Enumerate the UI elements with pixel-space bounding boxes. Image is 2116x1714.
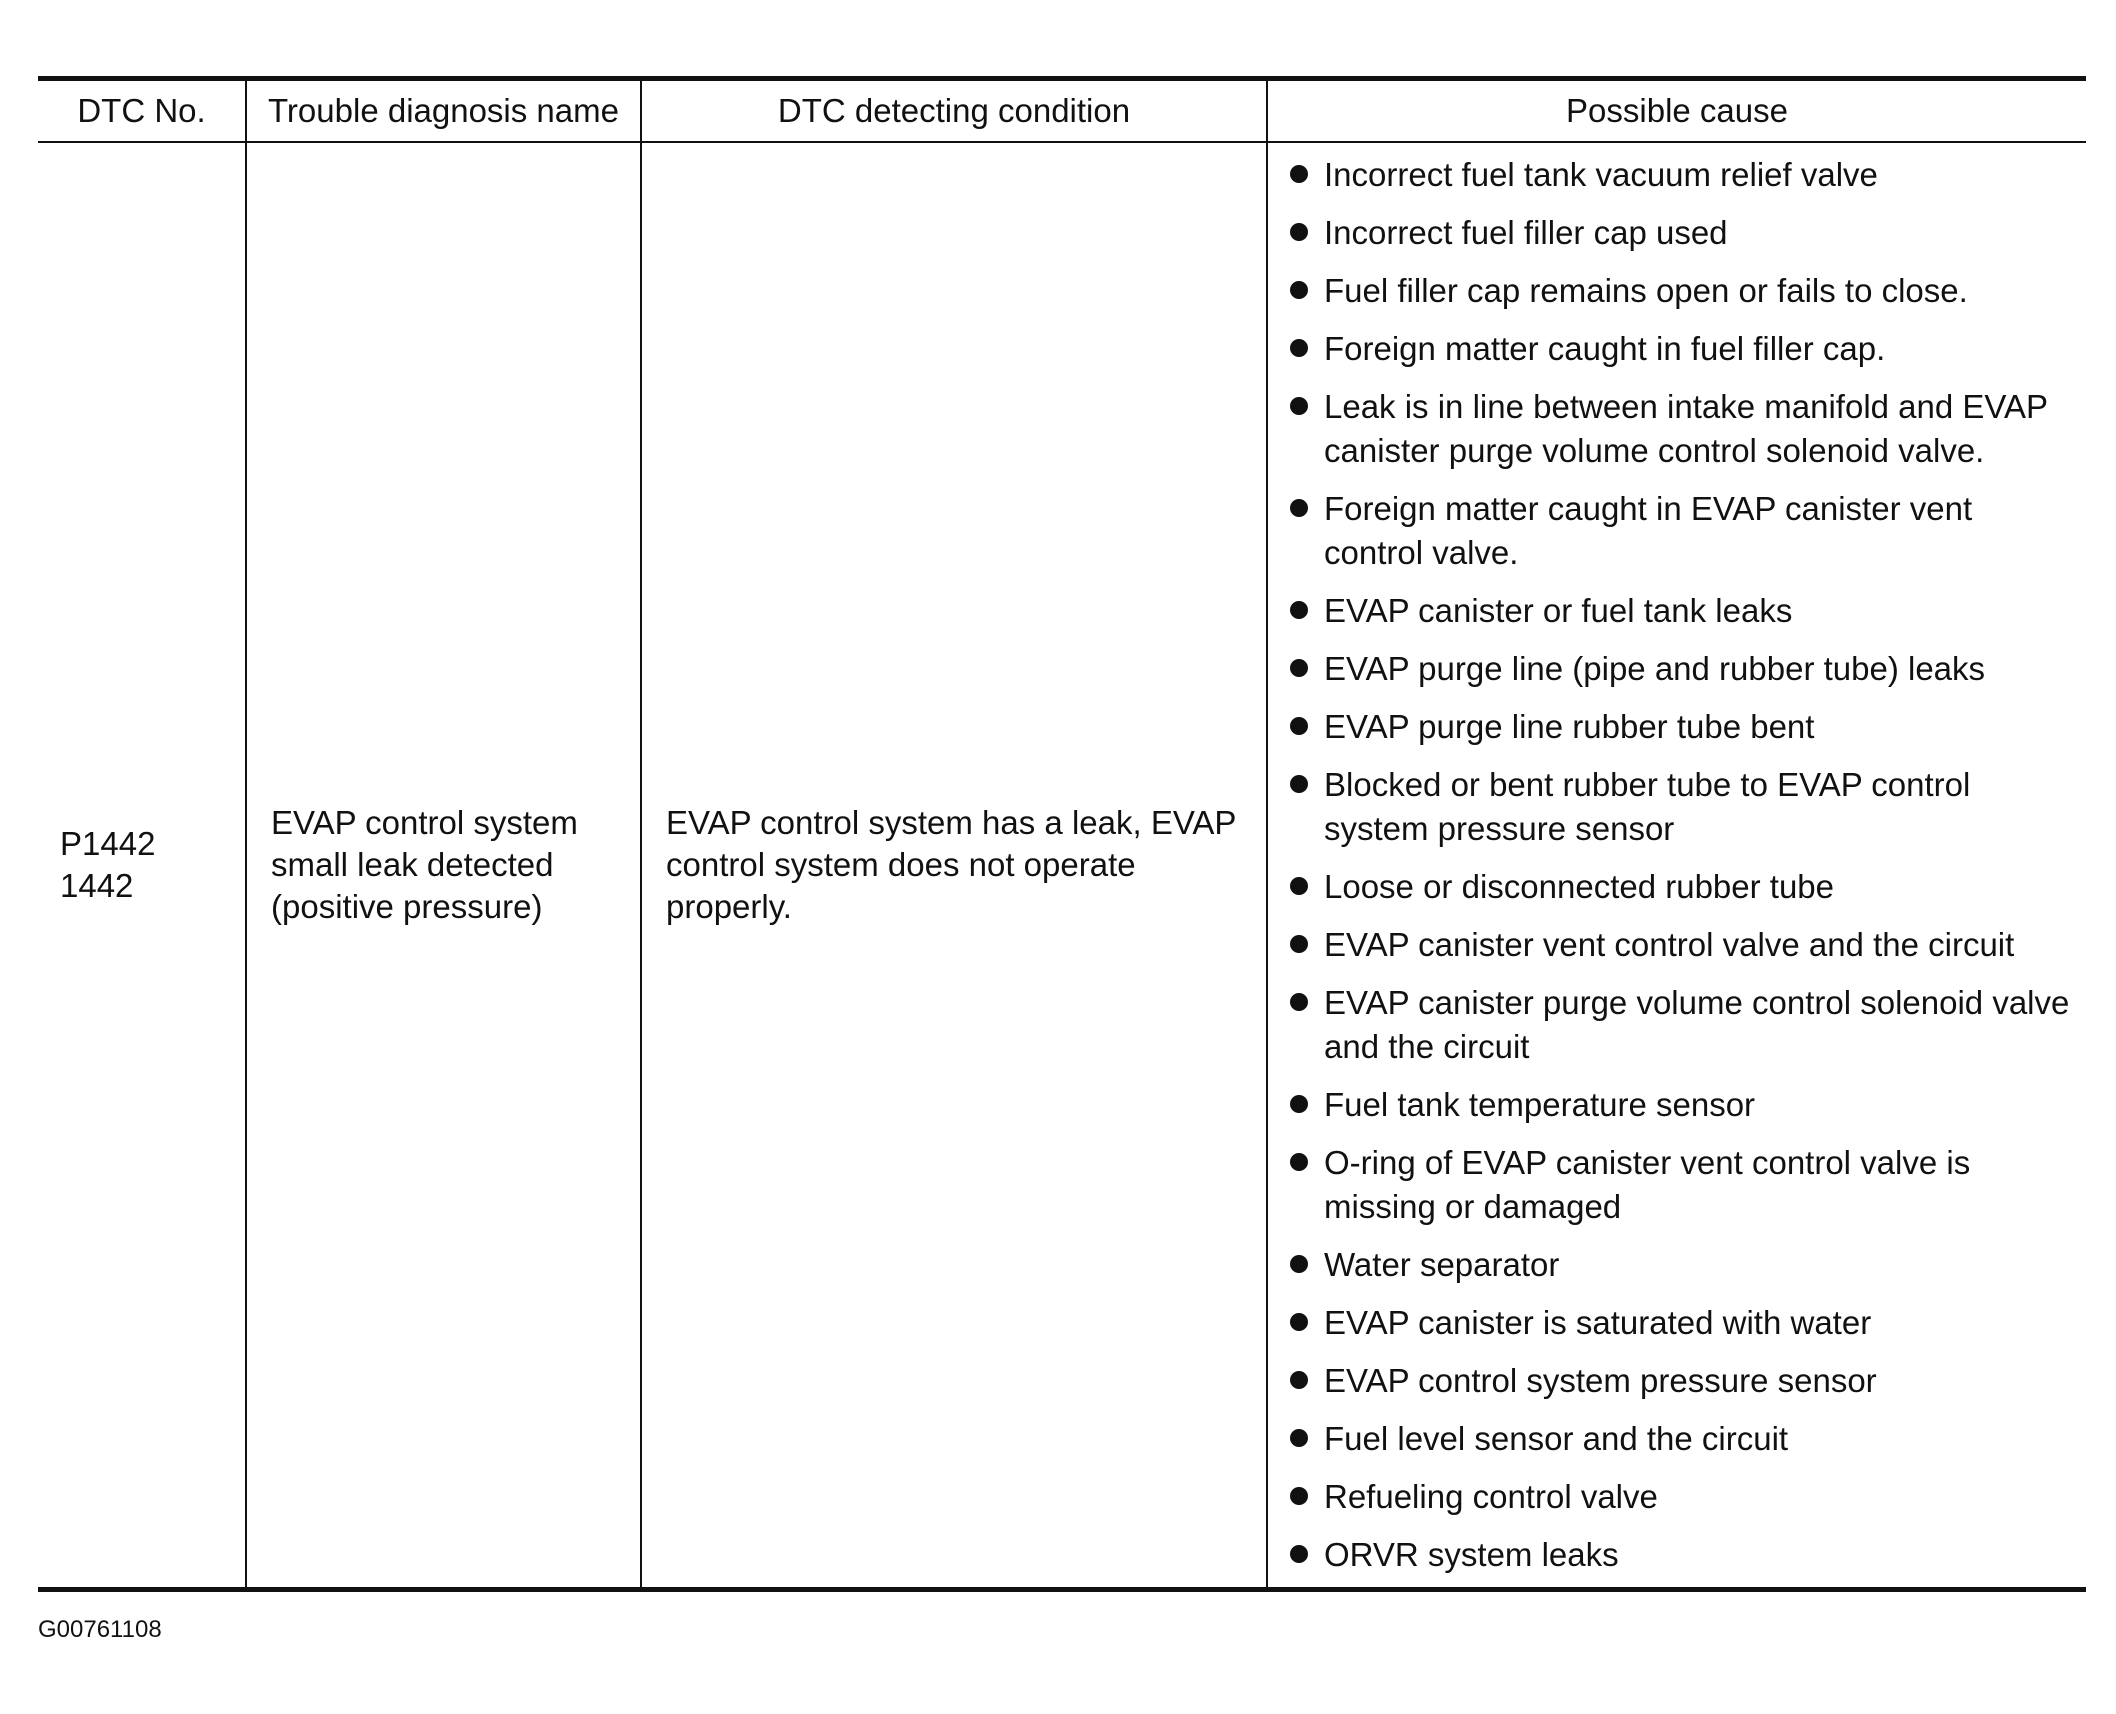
list-item — [1288, 153, 2072, 197]
bullet-icon — [1290, 993, 1308, 1011]
bullet-icon — [1290, 339, 1308, 357]
list-item — [1288, 385, 2072, 473]
bullet-icon — [1290, 775, 1308, 793]
bullet-icon — [1290, 1313, 1308, 1331]
header-dtc-no: DTC No. — [38, 79, 246, 143]
cause-text: Fuel filler cap remains open or fails to close. — [1324, 272, 1968, 309]
list-item — [1288, 1533, 2072, 1577]
cause-text: Foreign matter caught in fuel filler cap. — [1324, 330, 1886, 367]
list-item — [1288, 211, 2072, 255]
list-item — [1288, 1417, 2072, 1461]
bullet-icon — [1290, 223, 1308, 241]
list-item — [1288, 923, 2072, 967]
bullet-icon — [1290, 1371, 1308, 1389]
dtc-table — [38, 76, 2086, 1592]
list-item — [1288, 1083, 2072, 1127]
cause-text: EVAP canister vent control valve and the circuit — [1324, 926, 2015, 963]
list-item — [1288, 1243, 2072, 1287]
bullet-icon — [1290, 935, 1308, 953]
table-row — [38, 142, 2086, 1590]
table-header — [38, 79, 2086, 143]
list-item — [1288, 589, 2072, 633]
bullet-icon — [1290, 397, 1308, 415]
bullet-icon — [1290, 499, 1308, 517]
list-item — [1288, 269, 2072, 313]
cause-text: Water separator — [1324, 1246, 1560, 1283]
cause-text: Incorrect fuel tank vacuum relief valve — [1324, 156, 1878, 193]
cause-text: Loose or disconnected rubber tube — [1324, 868, 1835, 905]
cause-text: EVAP canister is saturated with water — [1324, 1304, 1872, 1341]
list-item — [1288, 763, 2072, 851]
cause-text: Fuel tank temperature sensor — [1324, 1086, 1756, 1123]
possible-cause-cell — [1267, 142, 2086, 1590]
list-item — [1288, 1359, 2072, 1403]
bullet-icon — [1290, 877, 1308, 895]
cause-text: Blocked or bent rubber tube to EVAP control system pressure sensor — [1324, 766, 1971, 847]
cause-text: Refueling control valve — [1324, 1478, 1658, 1515]
cause-text: EVAP purge line rubber tube bent — [1324, 708, 1815, 745]
list-item — [1288, 327, 2072, 371]
table-body — [38, 142, 2086, 1590]
detecting-condition-text: EVAP control system has a leak, EVAP control system does not operate properly. — [666, 804, 1236, 925]
cause-text: EVAP canister purge volume control solenoid valve and the circuit — [1324, 984, 2070, 1065]
bullet-icon — [1290, 165, 1308, 183]
bullet-icon — [1290, 659, 1308, 677]
cause-text: EVAP canister or fuel tank leaks — [1324, 592, 1793, 629]
cause-text: Incorrect fuel filler cap used — [1324, 214, 1728, 251]
dtc-code-secondary: 1442 — [60, 867, 134, 904]
bullet-icon — [1290, 281, 1308, 299]
header-possible-cause: Possible cause — [1267, 79, 2086, 143]
dtc-code-primary: P1442 — [60, 825, 156, 862]
diagnosis-name-text: EVAP control system small leak detected (positive pressure) — [271, 804, 578, 925]
header-row — [38, 79, 2086, 143]
header-dtc-detecting-condition: DTC detecting condition — [641, 79, 1267, 143]
figure-code: G00761108 — [38, 1616, 162, 1643]
list-item — [1288, 487, 2072, 575]
bullet-icon — [1290, 1095, 1308, 1113]
diagnosis-name-cell — [246, 142, 641, 1590]
possible-cause-list — [1288, 153, 2072, 1577]
list-item — [1288, 1475, 2072, 1519]
bullet-icon — [1290, 601, 1308, 619]
bullet-icon — [1290, 1255, 1308, 1273]
cause-text: Fuel level sensor and the circuit — [1324, 1420, 1789, 1457]
bullet-icon — [1290, 1429, 1308, 1447]
list-item — [1288, 705, 2072, 749]
list-item — [1288, 1141, 2072, 1229]
list-item — [1288, 647, 2072, 691]
cause-text: ORVR system leaks — [1324, 1536, 1619, 1573]
cause-text: Foreign matter caught in EVAP canister vent control valve. — [1324, 490, 1973, 571]
bullet-icon — [1290, 1545, 1308, 1563]
bullet-icon — [1290, 1487, 1308, 1505]
list-item — [1288, 1301, 2072, 1345]
dtc-number-block — [60, 823, 237, 907]
detecting-condition-cell — [641, 142, 1267, 1590]
header-trouble-diagnosis-name: Trouble diagnosis name — [246, 79, 641, 143]
list-item — [1288, 981, 2072, 1069]
bullet-icon — [1290, 1153, 1308, 1171]
cause-text: EVAP control system pressure sensor — [1324, 1362, 1877, 1399]
cause-text: EVAP purge line (pipe and rubber tube) leaks — [1324, 650, 1986, 687]
bullet-icon — [1290, 717, 1308, 735]
dtc-number-cell — [38, 142, 246, 1590]
cause-text: O-ring of EVAP canister vent control valve is missing or damaged — [1324, 1144, 1971, 1225]
list-item — [1288, 865, 2072, 909]
cause-text: Leak is in line between intake manifold and EVAP canister purge volume control solenoid valve. — [1324, 388, 2048, 469]
